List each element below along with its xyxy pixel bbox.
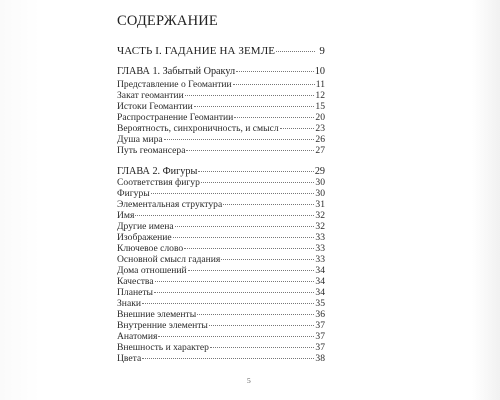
- dot-leader: [155, 281, 315, 282]
- toc-row: [117, 188, 325, 199]
- toc-entry-title: Путь геомансера: [117, 145, 186, 156]
- dot-leader: [233, 84, 315, 85]
- dot-leader: [184, 248, 314, 249]
- toc-entry-page: 37: [315, 331, 325, 342]
- dot-leader: [201, 182, 315, 183]
- toc-row: [117, 145, 325, 156]
- dot-leader: [221, 259, 314, 260]
- toc-entry-page: 27: [315, 145, 325, 156]
- toc-row: [117, 320, 325, 331]
- dot-leader: [142, 358, 314, 359]
- toc-entry-page: 10: [314, 66, 325, 77]
- toc-entry-title: ГЛАВА 2. Фигуры: [117, 166, 198, 177]
- dot-leader: [276, 51, 315, 52]
- toc-entry-title: Основной смысл гадания: [117, 254, 221, 265]
- dot-leader: [135, 215, 314, 216]
- toc-entry-page: 30: [315, 188, 325, 199]
- dot-leader: [198, 171, 313, 172]
- toc-row: [117, 254, 325, 265]
- toc-entry-page: 36: [315, 309, 325, 320]
- toc-entry-title: Ключевое слово: [117, 243, 184, 254]
- dot-leader: [164, 139, 315, 140]
- dot-leader: [158, 336, 314, 337]
- dot-leader: [173, 237, 315, 238]
- toc-entry-title: Имя: [117, 210, 135, 221]
- toc-entry-title: Цвета: [117, 353, 142, 364]
- toc-row: [117, 112, 325, 123]
- toc-row: [117, 123, 325, 134]
- dot-leader: [210, 347, 315, 348]
- toc-entry-page: 23: [315, 123, 325, 134]
- toc-entry-page: 32: [315, 221, 325, 232]
- toc-entry-page: 34: [315, 276, 325, 287]
- toc-row: [117, 298, 325, 309]
- dot-leader: [186, 150, 314, 151]
- toc-row: [117, 232, 325, 243]
- toc-entry-page: 20: [315, 112, 325, 123]
- toc-entry-page: 12: [315, 90, 325, 101]
- toc-entry-title: Внешние элементы: [117, 309, 197, 320]
- toc-entry-title: Вероятность, синхроничность, и смысл: [117, 123, 279, 134]
- toc-row: [117, 265, 325, 276]
- toc-entry-page: 34: [315, 287, 325, 298]
- toc-entry-title: Соответствия фигур: [117, 177, 200, 188]
- toc-heading: СОДЕРЖАНИЕ: [117, 13, 218, 29]
- toc-entry-title: Планеты: [117, 287, 154, 298]
- dot-leader: [154, 292, 314, 293]
- toc-entry-page: 30: [315, 177, 325, 188]
- toc-entry-page: 26: [315, 134, 325, 145]
- toc-entry-title: Душа мира: [117, 134, 163, 145]
- dot-leader: [234, 117, 314, 118]
- dot-leader: [142, 303, 314, 304]
- toc-entry-page: 34: [315, 265, 325, 276]
- toc-entry-page: 38: [315, 353, 325, 364]
- toc-entry-title: Закат геомантии: [117, 90, 184, 101]
- toc-row: [117, 309, 325, 320]
- page-number: 5: [247, 376, 251, 385]
- toc-row: [117, 101, 325, 112]
- toc-row: [117, 177, 325, 188]
- toc-entry-title: Знаки: [117, 298, 141, 309]
- toc-entry-title: Изображение: [117, 232, 172, 243]
- dot-leader: [223, 204, 314, 205]
- toc-row: [117, 287, 325, 298]
- toc-row: [117, 134, 325, 145]
- toc-entry-title: Дома отношений: [117, 265, 187, 276]
- toc-entry-title: ГЛАВА 1. Забытый Оракул: [117, 66, 236, 77]
- dot-leader: [209, 325, 315, 326]
- toc-chapter-row: [117, 66, 325, 77]
- dot-leader: [280, 128, 315, 129]
- dot-leader: [197, 314, 314, 315]
- toc-entry-page: 15: [315, 101, 325, 112]
- toc-entry-page: 9: [319, 45, 325, 57]
- toc-entry-page: 31: [315, 199, 325, 210]
- dot-leader: [188, 270, 315, 271]
- toc-entry-page: 32: [315, 210, 325, 221]
- toc-entry-page: 11: [315, 79, 325, 90]
- toc-entry-title: Внутренние элементы: [117, 320, 208, 331]
- dot-leader: [185, 95, 315, 96]
- toc-entry-title: Фигуры: [117, 188, 150, 199]
- toc-entry-title: Представление о Геомантии: [117, 79, 232, 90]
- toc-entry-title: Внешность и характер: [117, 342, 209, 353]
- toc-entry-page: 33: [315, 254, 325, 265]
- toc-entry-title: Элементальная структура: [117, 199, 223, 210]
- toc-row: [117, 331, 325, 342]
- toc-entry-title: Качества: [117, 276, 154, 287]
- dot-leader: [175, 226, 315, 227]
- toc-entry-title: Анатомия: [117, 331, 158, 342]
- toc-row: [117, 90, 325, 101]
- toc-row: [117, 210, 325, 221]
- toc-row: [117, 199, 325, 210]
- toc-entry-page: 33: [315, 232, 325, 243]
- toc-row: [117, 243, 325, 254]
- toc-entry-title: ЧАСТЬ I. ГАДАНИЕ НА ЗЕМЛЕ: [117, 45, 276, 57]
- toc-entry-page: 29: [314, 166, 325, 177]
- dot-leader: [194, 106, 315, 107]
- dot-leader: [151, 193, 315, 194]
- toc-entry-page: 37: [315, 320, 325, 331]
- toc-entry-page: 35: [315, 298, 325, 309]
- toc-entry-title: Истоки Геомантии: [117, 101, 193, 112]
- toc-row: [117, 353, 325, 364]
- toc-row: [117, 276, 325, 287]
- dot-leader: [236, 71, 314, 72]
- toc-entry-page: 37: [315, 342, 325, 353]
- toc-entry-title: Распространение Геомантии: [117, 112, 234, 123]
- toc-part-row: [117, 46, 325, 57]
- toc-row: [117, 79, 325, 90]
- toc-entry-page: 33: [315, 243, 325, 254]
- toc-row: [117, 342, 325, 353]
- toc-chapter-row: [117, 166, 325, 177]
- toc-entry-title: Другие имена: [117, 221, 174, 232]
- toc-row: [117, 221, 325, 232]
